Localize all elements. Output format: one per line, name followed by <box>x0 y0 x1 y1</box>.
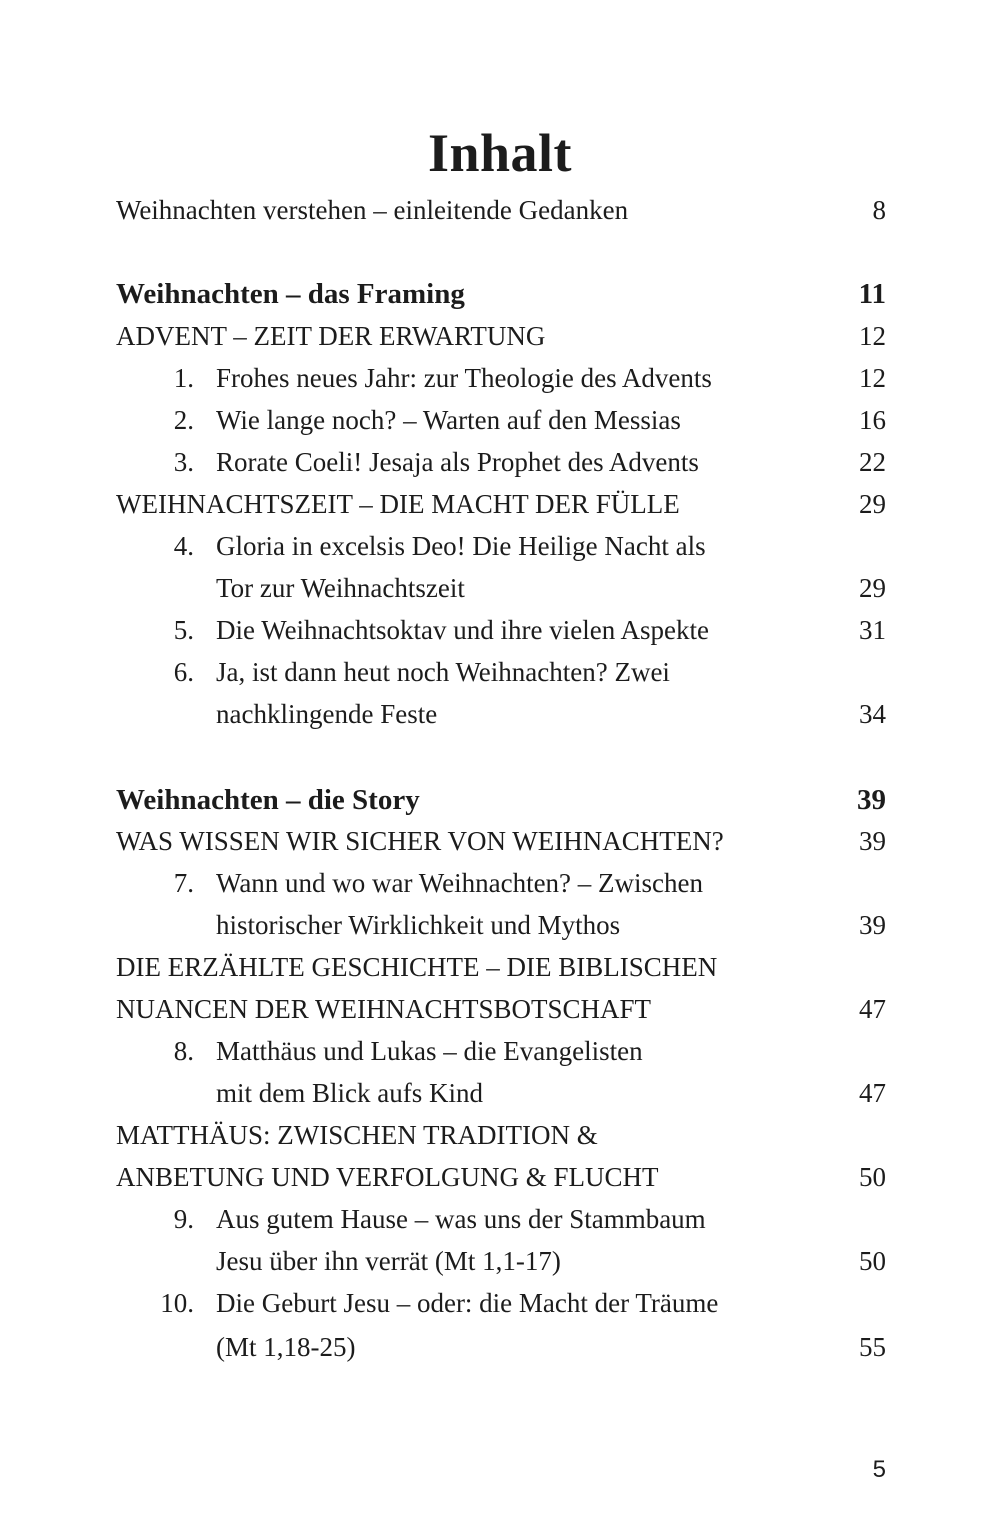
toc-page-number: 16 <box>859 405 886 435</box>
chapter-number: 3. <box>173 447 194 477</box>
chapter-title: Matthäus und Lukas – die Evangelisten <box>216 1036 643 1066</box>
toc-part-story[interactable] <box>116 779 886 821</box>
toc-chapter-3[interactable] <box>116 441 886 483</box>
chapter-number: 9. <box>173 1204 194 1234</box>
toc-entry-text: Weihnachten verstehen – einleitende Gedanken <box>116 195 629 225</box>
chapter-number: 10. <box>160 1288 194 1318</box>
toc-chapter-6[interactable] <box>116 651 886 693</box>
toc-page-number: 29 <box>859 573 886 603</box>
toc-page-number: 12 <box>859 363 886 393</box>
toc-section-title: ADVENT – ZEIT DER ERWARTUNG <box>116 321 546 351</box>
toc-page-number: 47 <box>859 994 886 1024</box>
chapter-title: Aus gutem Hause – was uns der Stammbaum <box>216 1204 706 1234</box>
page-title: Inhalt <box>427 123 573 184</box>
toc-section-erzaehlte-geschichte-cont[interactable] <box>116 988 886 1030</box>
toc-section-title: MATTHÄUS: ZWISCHEN TRADITION & <box>116 1120 598 1150</box>
toc-part-title: Weihnachten – das Framing <box>116 278 465 310</box>
toc-chapter-10[interactable] <box>116 1282 886 1324</box>
chapter-title: Die Geburt Jesu – oder: die Macht der Träume <box>216 1288 719 1318</box>
toc-chapter-2[interactable] <box>116 399 886 441</box>
toc-page-number: 29 <box>859 489 886 519</box>
toc-page-number: 8 <box>872 195 886 225</box>
toc-page-number: 22 <box>859 447 886 477</box>
chapter-number: 7. <box>173 868 194 898</box>
toc-page-number: 47 <box>859 1078 886 1108</box>
toc-section-advent[interactable] <box>116 315 886 357</box>
toc-chapter-10-cont[interactable] <box>116 1326 886 1368</box>
toc-chapter-9[interactable] <box>116 1198 886 1240</box>
toc-page-number: 34 <box>859 699 886 729</box>
toc-page-number: 31 <box>859 615 886 645</box>
chapter-number: 5. <box>173 615 194 645</box>
chapter-title-cont: nachklingende Feste <box>216 699 438 729</box>
toc-chapter-1[interactable] <box>116 357 886 399</box>
toc-part-framing[interactable] <box>116 273 886 315</box>
toc-page-number: 55 <box>859 1332 886 1362</box>
chapter-number: 8. <box>173 1036 194 1066</box>
toc-entry-intro[interactable] <box>116 189 886 231</box>
toc-chapter-6-cont[interactable] <box>116 693 886 735</box>
chapter-number: 4. <box>173 531 194 561</box>
chapter-number: 2. <box>173 405 194 435</box>
toc-page-number: 11 <box>858 278 886 310</box>
toc-section-title: WEIHNACHTSZEIT – DIE MACHT DER FÜLLE <box>116 489 680 519</box>
chapter-title: Ja, ist dann heut noch Weihnachten? Zwei <box>216 657 670 687</box>
page-folio: 5 <box>872 1456 886 1483</box>
toc-part-title: Weihnachten – die Story <box>116 784 420 816</box>
toc-chapter-7-cont[interactable] <box>116 904 886 946</box>
toc-section-title: DIE ERZÄHLTE GESCHICHTE – DIE BIBLISCHEN <box>116 952 718 982</box>
chapter-number: 1. <box>173 363 194 393</box>
toc-section-matthaeus[interactable] <box>116 1114 886 1156</box>
toc-chapter-8[interactable] <box>116 1030 886 1072</box>
toc-page-number: 39 <box>857 784 886 816</box>
toc-chapter-4[interactable] <box>116 525 886 567</box>
toc-page-number: 39 <box>859 826 886 856</box>
chapter-title: Die Weihnachtsoktav und ihre vielen Aspekte <box>216 615 709 645</box>
toc-section-title-cont: NUANCEN DER WEIHNACHTSBOTSCHAFT <box>116 994 652 1024</box>
toc-page-number: 50 <box>859 1162 886 1192</box>
chapter-title: Rorate Coeli! Jesaja als Prophet des Advents <box>216 447 699 477</box>
toc-section-was-wissen-wir[interactable] <box>116 820 886 862</box>
chapter-title: Wie lange noch? – Warten auf den Messias <box>216 405 681 435</box>
toc-chapter-4-cont[interactable] <box>116 567 886 609</box>
chapter-title-cont: mit dem Blick aufs Kind <box>216 1078 483 1108</box>
toc-chapter-5[interactable] <box>116 609 886 651</box>
toc-section-erzaehlte-geschichte[interactable] <box>116 946 886 988</box>
toc-page-number: 39 <box>859 910 886 940</box>
chapter-title: Wann und wo war Weihnachten? – Zwischen <box>216 868 704 898</box>
chapter-title-cont: (Mt 1,18-25) <box>216 1332 356 1362</box>
toc-section-matthaeus-cont[interactable] <box>116 1156 886 1198</box>
chapter-title: Gloria in excelsis Deo! Die Heilige Nacht als <box>216 531 706 561</box>
toc-section-title-cont: ANBETUNG UND VERFOLGUNG & FLUCHT <box>116 1162 659 1192</box>
chapter-title-cont: Tor zur Weihnachtszeit <box>216 573 465 603</box>
toc-section-weihnachtszeit[interactable] <box>116 483 886 525</box>
chapter-title: Frohes neues Jahr: zur Theologie des Advents <box>216 363 712 393</box>
chapter-number: 6. <box>173 657 194 687</box>
toc-chapter-9-cont[interactable] <box>116 1240 886 1282</box>
toc-section-title: WAS WISSEN WIR SICHER VON WEIHNACHTEN? <box>116 826 724 856</box>
chapter-title-cont: Jesu über ihn verrät (Mt 1,1-17) <box>216 1246 561 1276</box>
toc-chapter-8-cont[interactable] <box>116 1072 886 1114</box>
toc-page-number: 12 <box>859 321 886 351</box>
chapter-title-cont: historischer Wirklichkeit und Mythos <box>216 910 621 940</box>
toc-page-number: 50 <box>859 1246 886 1276</box>
toc-chapter-7[interactable] <box>116 862 886 904</box>
